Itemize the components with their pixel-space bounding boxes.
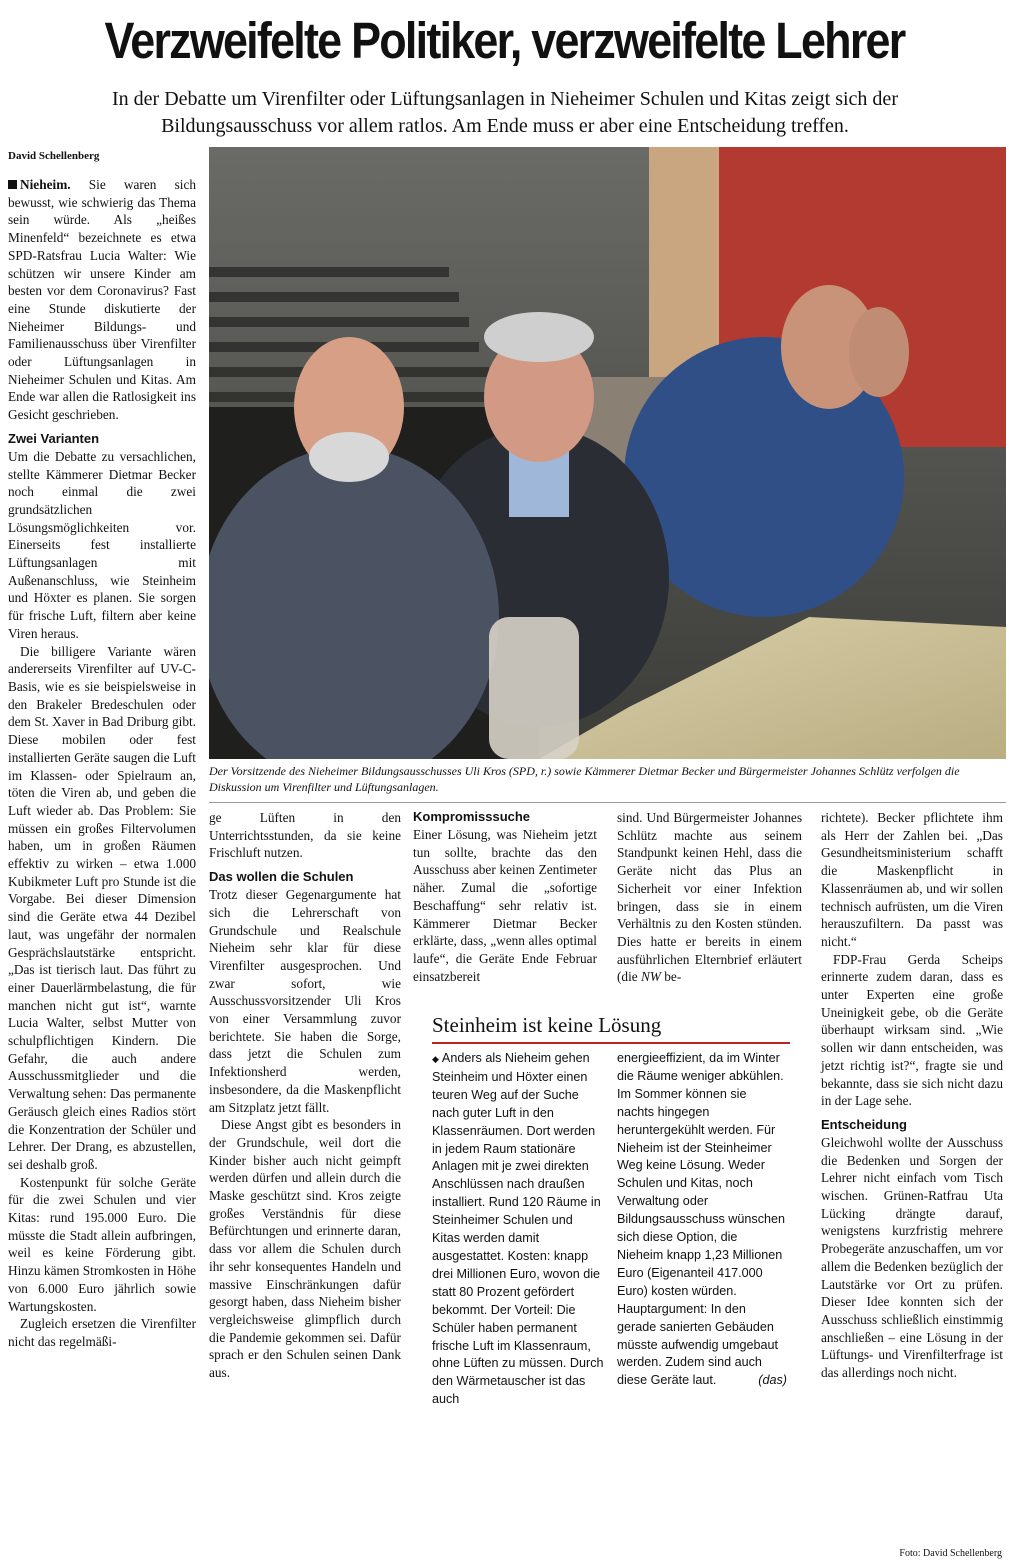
subheading: Kompromisssuche [413,809,531,824]
paragraph-text: Anders als Nieheim gehen Steinheim und Höxter einen teuren Weg auf der Suche nach guter Luft in den Klassenräumen. Dort werden in jedem Raum stationäre Anlagen mit je zwei direkten Anschlüssen nach draußen installiert. Rund 120 Räume in Steinheimer Schulen und Kitas werden damit ausgestattet. Kosten: knapp drei Millionen Euro, wovon die statt 80 Prozent gefördert bekommt. Der Vorteil: Die Schüler haben permanent frische Luft im Klassenraum, ohne Lüften zu müssen. Durch den Wärmetauscher ist das auch [432,1051,604,1407]
square-icon [8,180,17,189]
article-photo [209,147,1006,759]
diamond-icon: ◆ [432,1054,439,1064]
paragraph: Um die Debatte zu versachlichen, stellte Kämmerer Dietmar Becker noch einmal die zwei grundsätzlichen Lösungsmöglichkeiten vor. Einerseits fest installierte Lüftungsanlagen mit Außenanschluss, wie Steinheim und Höxter es planen. Sie sorgen für frische Luft, filtern aber keine Viren heraus. [8,448,196,641]
paragraph: Trotz dieser Gegenargumente hat sich die Lehrerschaft von Grundschule und Realschule Nieheim sehr klar für diese Virenfilter ausgesprochen. Und zwar sofort, wie Ausschussvorsitzender Uli Kros von einer Versammlung zuvor berichtete. Sie haben die Sorge, dass jetzt die Schulen zum Infektionsherd werden, insbesondere, da die Maskenpflicht am Sitzplatz jetzt fällt. [209,887,401,1115]
photo-credit: Foto: David Schellenberg [899,1548,1002,1559]
info-box-title: Steinheim ist keine Lösung [432,1013,662,1037]
paragraph [432,1050,604,1409]
info-box [420,1012,790,1410]
info-box-column-1 [432,1050,604,1409]
paragraph: Zugleich ersetzen die Virenfilter nicht das regelmäßi- [8,1316,196,1349]
paragraph [8,176,196,424]
paragraph-text: NW [641,969,661,985]
paragraph-text: sind. Und Bürgermeister Johannes Schlütz machte aus seinem Standpunkt keinen Hehl, dass die Geräte nicht das Plus an Sicherheit vor einer Infektion bringen, dass sie in einem Verhältnis zu den Kosten stünden. Dies hatte er bereits in einem ausführlichen Elternbrief erläutert (die [617,810,802,985]
paragraph [617,809,802,986]
paragraph-text: energieeffizient, da im Winter die Räume weniger abkühlen. Im Sommer können sie nachts hingegen heruntergekühlt werden. Für Nieheim ist der Steinheimer Weg keine Lösung. Weder Schulen und Kitas, noch Verwaltung oder Bildungsausschuss wünschen sich diese Option, die Nieheim knapp 1,23 Millionen Euro (Eigenanteil 417.000 Euro) kosten würden. Hauptargument: In den gerade sanierten Gebäuden müsste aufwendig umgebaut werden. Zudem sind auch diese Geräte laut. [617,1051,786,1388]
article-column-3 [413,805,597,985]
article-column-1 [8,176,196,1351]
paragraph [617,1050,787,1390]
paragraph: Gleichwohl wollte der Ausschuss die Bedenken und Sorgen der Lehrer nicht einfach vom Tisch wischen. Grünen-Ratfrau Uta Lücking drängte darauf, wenigstens kurzfristig mehrere Probegeräte anzuschaffen, um vor allem die Bedenken bezüglich der Lautstärke vor Ort zu prüfen. Dieser Idee konnten sich der Ausschuss schließlich einstimmig anschließen – eine Lösung in der Lüftungs- und Virenfilterfrage ist das allerdings noch nicht. [821,1134,1003,1381]
article-column-2 [209,809,401,1382]
divider [209,802,1006,803]
subheading: Entscheidung [821,1116,907,1132]
paragraph-text: be- [660,969,682,985]
photo-caption-text: Der Vorsitzende des Nieheimer Bildungsausschusses Uli Kros (SPD, r.) sowie Kämmerer Dietmar Becker und Bürgermeister Johannes Schlütz verfolgen die Diskussion um Virenfilter und Lüftungsanlagen. [209,764,960,794]
paragraph: Kostenpunkt für solche Geräte für die zwei Schulen und vier Kitas: rund 195.000 Euro. Die müsste die Stadt allein aufbringen, weil es keine Förderung gibt. Hinzu kämen Stromkosten in Höhe von 6.000 Euro jährlich sowie Wartungskosten. [8,1174,196,1314]
byline: David Schellenberg [8,150,100,162]
dateline: Nieheim. [20,177,71,192]
paragraph: ge Lüften in den Unterrichtsstunden, da sie keine Frischluft nutzen. [209,810,401,861]
subheadline: In der Debatte um Virenfilter oder Lüftungsanlagen in Nieheimer Schulen und Kitas zeigt sich der Bildungsausschuss vor allem ratlos. Am Ende muss er aber eine Entscheidung treffen. [112,88,898,137]
paragraph: FDP-Frau Gerda Scheips erinnerte zudem daran, dass es unter Experten eine große Uneinigkeit gebe, ob die Geräte überhaupt wirksam sind. „Wie sollen wir dann entscheiden, was jetzt richtig ist?“, fragte sie und bekannte, dass sie sich nicht dazu in der Lage sehe. [821,951,1003,1109]
info-box-rule [432,1042,790,1044]
article-column-5 [821,809,1003,1382]
article-column-4 [617,809,802,986]
photo-illustration [209,147,1006,759]
info-box-column-2 [617,1050,787,1390]
paragraph: Die billigere Variante wären andererseits Virenfilter auf UV-C-Basis, wie es sie beispielsweise in den Brakeler Bredeschulen oder dem St. Xaver in Bad Driburg gibt. Diese mobilen oder fest installierten Geräte saugen die Luft im Klassen- oder Spielraum an, töten die Viren ab, und geben die Luft wieder ab. Das Problem: Sie müssen ein großes Filtervolumen haben, um in großen Räumen effektiv zu wirken – etwa 1.000 Kubikmeter Luft pro Stunde ist die Vorgabe. Bei dieser Dimension sind die Geräte etwa 44 Dezibel laut, was ungefähr der normalen Gesprächslautstärke entspricht. „Das ist tierisch laut. Das führt zu einer Dauerlärmbelastung, die für manchen nicht gut ist“, warnte Lucia Walter, selbst Mutter von schulpflichtigen Kindern. Die Gefahr, die auch andere Ausschussmitglieder und die Verwaltung sehen: Das permanente Geräusch gleich eines Radios stört die Konzentration der Schüler und Lehrer. Der Drang, es abzustellen, sei deshalb groß. [8,643,196,1172]
headline: Verzweifelte Politiker, verzweifelte Lehrer [104,12,905,69]
author-signature: (das) [758,1373,787,1388]
paragraph: richtete). Becker pflichtete ihm als Herr der Zahlen bei. „Das Gesundheitsministerium schafft die Maskenpflicht in Klassenräumen ab, und wir sollen technisch aufrüsten, um die Viren herauszufiltern. Da passt was nicht.“ [821,810,1003,949]
paragraph: Einer Lösung, was Nieheim jetzt tun sollte, brachte das den Ausschuss aber keinen Zentimeter näher. Zumal die „sofortige Beschaffung“ sehr relativ ist. Kämmerer Dietmar Becker erklärte, dass, „wenn alles optimal laufe“, die Geräte Ende Februar einsatzbereit [413,827,597,984]
subheading: Zwei Varianten [8,430,100,446]
subheading: Das wollen die Schulen [209,869,354,885]
paragraph-text: Sie waren sich bewusst, wie schwierig das Thema sein würde. Als „heißes Minenfeld“ bezeichnete es etwa SPD-Ratsfrau Lucia Walter: Wie schützen wir unsere Kinder am besten vor dem Coronavirus? Fast eine Stunde diskutierte der Nieheimer Bildungs- und Familienausschuss über Virenfilter oder Lüftungsanlagen in Nieheimer Schulen und Kitas. Am Ende war allen die Ratlosigkeit ins Gesicht geschrieben. [8,177,196,423]
paragraph: Diese Angst gibt es besonders in der Grundschule, weil dort die Kinder bisher auch nicht geimpft werden dürfen und allein durch die Maske geschützt sind. Kros zeigte großes Verständnis für diese Befürchtungen und erinnerte daran, dass vor allem die Schulen durch ihr sehr konsequentes Handeln und massive Einschränkungen dafür gesorgt haben, dass Nieheim bisher vergleichsweise glimpflich durch die Pandemie gekommen sei. Dafür sprach er den Schulen seinen Dank aus. [209,1117,401,1381]
